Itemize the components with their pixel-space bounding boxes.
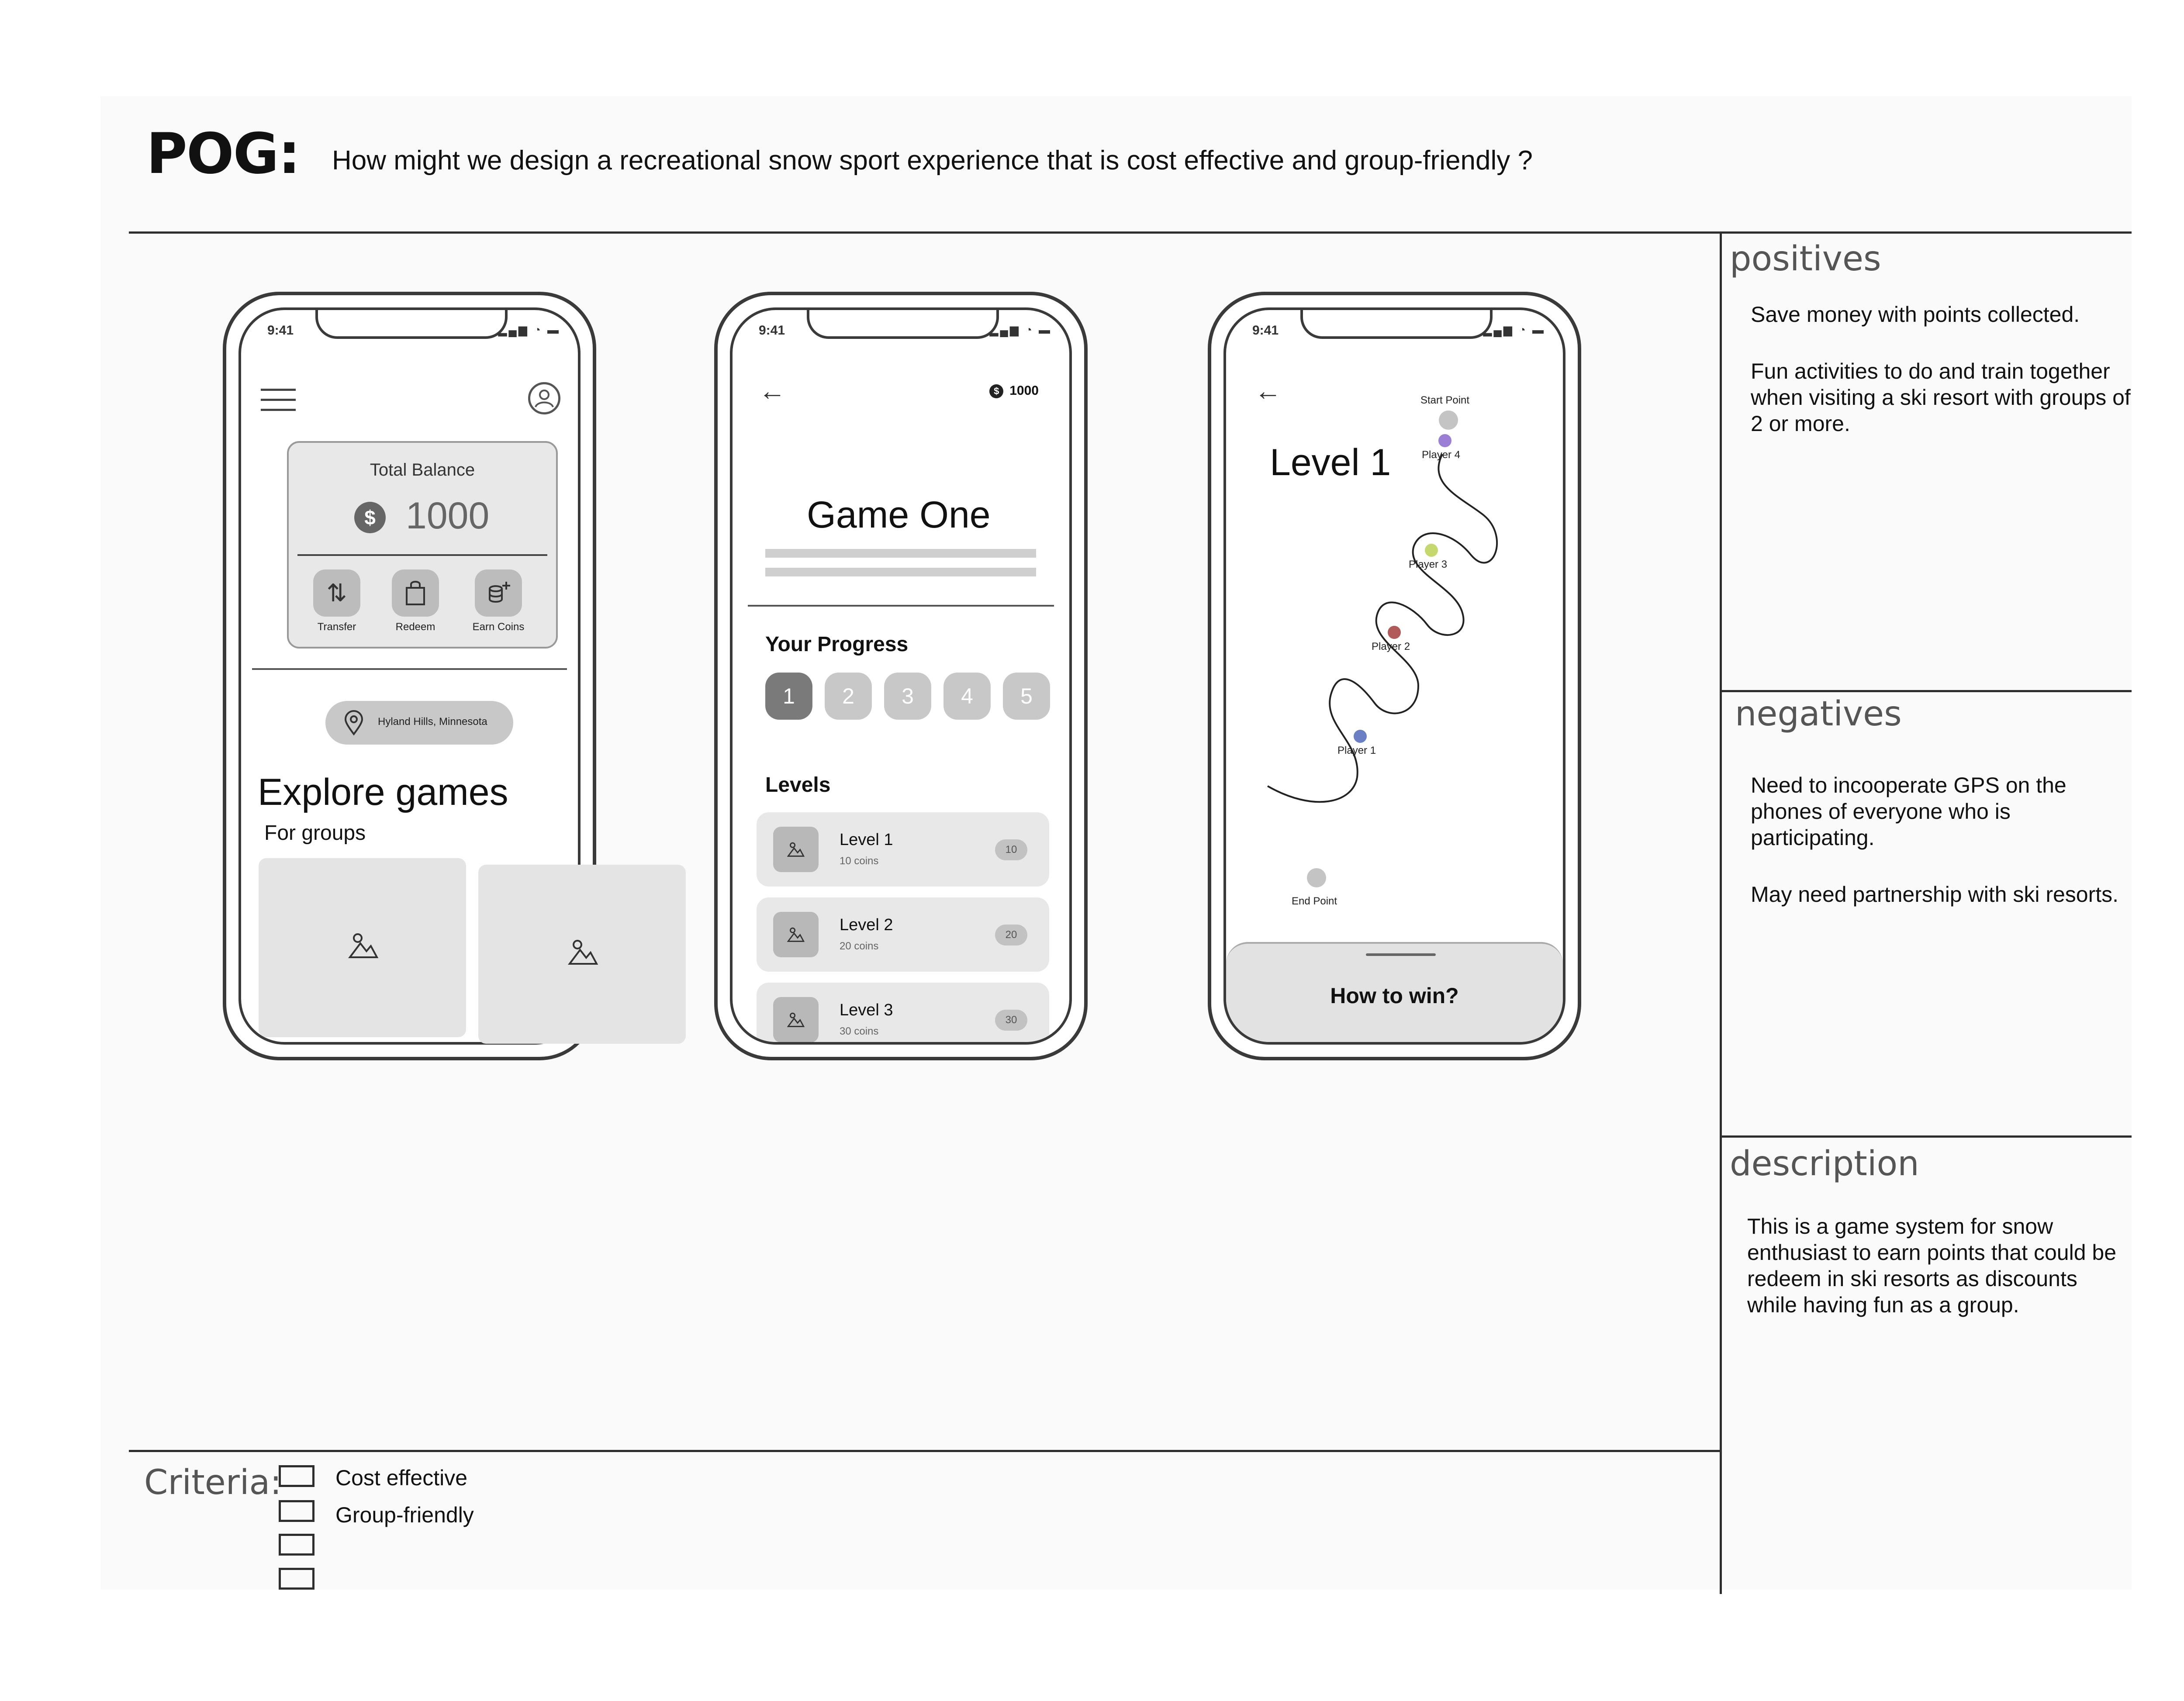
phone-screen: [730, 307, 1072, 1045]
transfer-icon: ⇅: [313, 569, 360, 617]
header-divider: [129, 231, 2132, 234]
phone-level-map: [1208, 292, 1581, 1060]
player-4-marker[interactable]: [1438, 434, 1451, 447]
criteria-item: Cost effective: [335, 1466, 468, 1490]
location-text: Hyland Hills, Minnesota: [378, 716, 487, 728]
redeem-button[interactable]: [387, 569, 444, 633]
level-row[interactable]: [757, 812, 1049, 887]
player-4-label: Player 4: [1422, 449, 1461, 461]
how-to-win-button[interactable]: How to win?: [1330, 983, 1459, 1008]
description-title: description: [1730, 1144, 1919, 1183]
status-icons: ▂▄▆ ◔ ▬: [989, 323, 1052, 336]
earn-coins-button[interactable]: [470, 569, 527, 633]
menu-icon[interactable]: [261, 389, 296, 413]
title-underline: [765, 549, 1036, 558]
level-name: Level 3: [840, 1001, 893, 1019]
positives-title: positives: [1730, 239, 1881, 279]
level-badge: 10: [995, 839, 1027, 860]
negative-item: May need partnership with ski resorts.: [1751, 882, 2119, 907]
player-2-marker[interactable]: [1388, 626, 1401, 639]
positive-item: Fun activities to do and train together when visiting a ski resort with groups of 2 or more.: [1751, 359, 2131, 436]
progress-title: Your Progress: [765, 633, 909, 656]
transfer-button[interactable]: [308, 569, 365, 633]
coin-icon: $: [989, 384, 1003, 398]
level-title: Level 1: [1270, 442, 1391, 483]
negatives-divider: [1720, 1135, 2132, 1138]
player-3-marker[interactable]: [1425, 544, 1438, 557]
balance-card: [287, 441, 558, 649]
start-point-label: Start Point: [1420, 394, 1470, 406]
location-pill[interactable]: [325, 701, 513, 745]
player-1-label: Player 1: [1337, 745, 1376, 756]
game-card[interactable]: [259, 858, 466, 1037]
ski-route-path: [1226, 310, 1565, 1045]
phone-notch: [315, 307, 508, 339]
level-name: Level 2: [840, 916, 893, 934]
start-point-marker: [1439, 411, 1458, 430]
game-title: Game One: [807, 494, 991, 536]
pog-question: How might we design a recreational snow sport experience that is cost effective and group-friendly ?: [332, 145, 1533, 176]
back-arrow-icon[interactable]: ←: [1254, 376, 1282, 406]
levels-title: Levels: [765, 773, 831, 797]
sheet-handle[interactable]: [1366, 953, 1436, 956]
coin-balance: [989, 383, 1039, 398]
progress-step-4[interactable]: 4: [943, 673, 991, 720]
coins-plus-icon: [475, 569, 522, 617]
coin-balance-value: 1000: [1009, 383, 1039, 398]
card-divider: [297, 554, 547, 556]
image-placeholder-icon: [568, 937, 598, 967]
phone-game: [714, 292, 1088, 1060]
level-badge: 20: [995, 925, 1027, 945]
player-3-label: Player 3: [1409, 559, 1448, 570]
criteria-item: Group-friendly: [335, 1503, 474, 1527]
progress-step-1[interactable]: 1: [765, 673, 812, 720]
balance-title: Total Balance: [370, 460, 475, 480]
level-coins: 30 coins: [840, 1025, 879, 1037]
redeem-label: Redeem: [395, 621, 435, 633]
negative-item: Need to incooperate GPS on the phones of everyone who is participating.: [1751, 773, 2067, 850]
title-underline: [765, 568, 1036, 576]
game-card[interactable]: [478, 865, 686, 1044]
negatives-title: negatives: [1735, 694, 1902, 734]
how-to-win-sheet[interactable]: [1226, 942, 1563, 1042]
transfer-label: Transfer: [317, 621, 356, 633]
balance-amount: 1000: [406, 495, 490, 537]
status-time: 9:41: [1252, 323, 1279, 338]
positive-item: Save money with points collected.: [1751, 302, 2080, 327]
earn-coins-label: Earn Coins: [472, 621, 525, 633]
criteria-title: Criteria:: [144, 1463, 282, 1502]
player-1-marker[interactable]: [1354, 730, 1367, 743]
criteria-divider: [129, 1450, 1722, 1452]
description-body: [1747, 1213, 2127, 1349]
phone-notch: [807, 307, 999, 339]
back-arrow-icon[interactable]: ←: [759, 376, 786, 406]
section-divider: [748, 605, 1054, 607]
criteria-checkbox[interactable]: [279, 1465, 314, 1487]
player-2-label: Player 2: [1372, 641, 1410, 652]
section-divider: [252, 668, 567, 670]
status-icons: ▂▄▆ ◔ ▬: [1483, 323, 1545, 336]
progress-step-5[interactable]: 5: [1003, 673, 1050, 720]
shopping-bag-icon: [392, 569, 439, 617]
explore-title: Explore games: [258, 771, 508, 813]
description-text: This is a game system for snow enthusiast to earn points that could be redeem in ski resorts as discounts while having fun as a group.: [1747, 1214, 2117, 1317]
status-time: 9:41: [267, 323, 294, 338]
pog-label: POG:: [146, 121, 300, 186]
progress-step-3[interactable]: 3: [884, 673, 931, 720]
negatives-body: [1751, 772, 2131, 938]
status-icons: ▂▄▆ ◔ ▬: [498, 323, 560, 336]
profile-avatar-icon[interactable]: [528, 382, 560, 414]
level-image-icon: [773, 827, 819, 872]
level-name: Level 1: [840, 831, 893, 849]
level-coins: 10 coins: [840, 855, 879, 867]
phone-screen: [1223, 307, 1565, 1045]
dollar-icon: $: [354, 502, 386, 533]
criteria-checkbox[interactable]: [279, 1534, 314, 1556]
level-row[interactable]: [757, 983, 1049, 1045]
image-placeholder-icon: [348, 930, 379, 961]
positives-body: [1751, 301, 2131, 467]
level-badge: 30: [995, 1010, 1027, 1031]
status-time: 9:41: [759, 323, 785, 338]
explore-subtitle: For groups: [264, 821, 366, 845]
level-row[interactable]: [757, 897, 1049, 972]
criteria-checkbox[interactable]: [279, 1500, 314, 1522]
criteria-checkbox[interactable]: [279, 1568, 314, 1590]
end-point-marker: [1307, 868, 1326, 887]
level-coins: 20 coins: [840, 940, 879, 952]
end-point-label: End Point: [1292, 895, 1337, 907]
level-image-icon: [773, 912, 819, 957]
sidebar-divider: [1720, 231, 1722, 1594]
positives-divider: [1720, 690, 2132, 692]
progress-step-2[interactable]: 2: [825, 673, 872, 720]
location-pin-icon: [343, 710, 365, 736]
level-image-icon: [773, 997, 819, 1042]
